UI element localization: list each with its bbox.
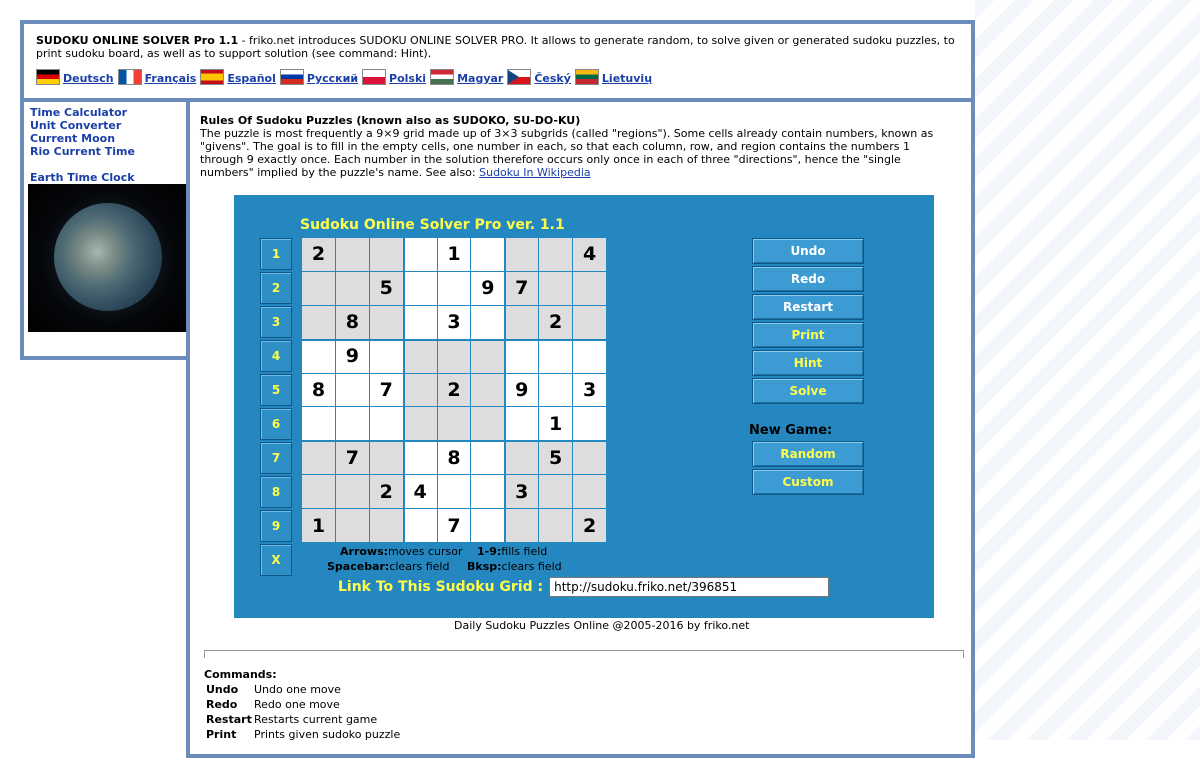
sudoku-cell[interactable] bbox=[404, 407, 437, 440]
digit-button-2[interactable]: 2 bbox=[260, 272, 292, 304]
lang-cesky[interactable] bbox=[507, 69, 571, 85]
sudoku-cell[interactable] bbox=[505, 509, 538, 542]
sudoku-cell[interactable] bbox=[404, 238, 437, 271]
sudoku-cell[interactable] bbox=[471, 441, 504, 474]
lang-label: Русский bbox=[306, 72, 359, 85]
sudoku-cell[interactable] bbox=[302, 441, 335, 474]
new-game-label: New Game: bbox=[749, 423, 833, 438]
solve-button[interactable]: Solve bbox=[752, 378, 864, 404]
earth-globe-image[interactable] bbox=[28, 184, 188, 332]
sudoku-cell[interactable] bbox=[336, 238, 369, 271]
digit-button-4[interactable]: 4 bbox=[260, 340, 292, 372]
clear-cell-button[interactable]: X bbox=[260, 544, 292, 576]
command-row bbox=[204, 697, 400, 712]
sudoku-cell[interactable] bbox=[336, 475, 369, 508]
command-desc: Prints given sudoko puzzle bbox=[254, 728, 401, 741]
sudoku-cell[interactable] bbox=[370, 340, 403, 373]
sudoku-cell[interactable] bbox=[370, 238, 403, 271]
sudoku-cell[interactable] bbox=[404, 374, 437, 407]
sudoku-cell[interactable]: 7 bbox=[505, 272, 538, 305]
lang-francais[interactable] bbox=[118, 69, 197, 85]
lang-label: Français bbox=[144, 72, 197, 85]
help-desc: clears field bbox=[389, 560, 450, 573]
sidebar-link-time-calculator[interactable]: Time Calculator bbox=[30, 106, 128, 119]
sudoku-cell[interactable] bbox=[336, 509, 369, 542]
copyright-text: Daily Sudoku Puzzles Online @2005-2016 by friko.net bbox=[454, 619, 750, 632]
sudoku-cell[interactable] bbox=[336, 407, 369, 440]
undo-button[interactable]: Undo bbox=[752, 238, 864, 264]
digit-button-6[interactable]: 6 bbox=[260, 408, 292, 440]
sudoku-cell[interactable] bbox=[370, 306, 403, 339]
digit-button-1[interactable]: 1 bbox=[260, 238, 292, 270]
lang-label: Deutsch bbox=[63, 72, 114, 85]
command-desc: Redo one move bbox=[254, 698, 340, 711]
command-row bbox=[204, 712, 400, 727]
flag-de-icon bbox=[36, 69, 60, 85]
sudoku-cell[interactable]: 4 bbox=[573, 238, 606, 271]
sudoku-cell[interactable] bbox=[302, 407, 335, 440]
intro-description: - friko.net introduces SUDOKU ONLINE SOLVER PRO. It allows to generate random, to solve given or generated sudoku puzzles, to print sudoku board, as well as to support solution (see command: Hint). bbox=[36, 34, 955, 60]
wikipedia-link[interactable]: Sudoku In Wikipedia bbox=[479, 166, 591, 179]
redo-button[interactable]: Redo bbox=[752, 266, 864, 292]
sudoku-grid bbox=[302, 238, 606, 542]
sudoku-cell[interactable] bbox=[302, 340, 335, 373]
sudoku-cell[interactable] bbox=[404, 272, 437, 305]
grid-link-row bbox=[338, 577, 829, 597]
sudoku-cell[interactable] bbox=[471, 374, 504, 407]
command-row bbox=[204, 682, 400, 697]
grid-link-label: Link To This Sudoku Grid : bbox=[338, 579, 544, 595]
sudoku-cell[interactable] bbox=[505, 306, 538, 339]
sudoku-board-panel bbox=[234, 195, 934, 618]
sudoku-cell[interactable]: 7 bbox=[438, 509, 471, 542]
sidebar-link-unit-converter[interactable]: Unit Converter bbox=[30, 119, 122, 132]
sudoku-cell[interactable] bbox=[336, 272, 369, 305]
lang-label: Magyar bbox=[457, 72, 504, 85]
sudoku-cell[interactable] bbox=[573, 340, 606, 373]
sudoku-cell[interactable]: 1 bbox=[539, 407, 572, 440]
command-key: Redo bbox=[206, 698, 238, 711]
sudoku-cell[interactable] bbox=[438, 475, 471, 508]
help-key: Spacebar: bbox=[327, 560, 390, 573]
sudoku-cell[interactable] bbox=[573, 272, 606, 305]
lang-label: Polski bbox=[389, 72, 427, 85]
sudoku-cell[interactable] bbox=[539, 272, 572, 305]
sudoku-cell[interactable] bbox=[404, 509, 437, 542]
digit-button-9[interactable]: 9 bbox=[260, 510, 292, 542]
sudoku-cell[interactable] bbox=[505, 238, 538, 271]
app-name: SUDOKU ONLINE SOLVER Pro 1.1 bbox=[36, 34, 239, 47]
sudoku-cell[interactable] bbox=[573, 475, 606, 508]
commands-title: Commands: bbox=[204, 668, 277, 681]
sudoku-cell[interactable] bbox=[336, 374, 369, 407]
help-arrows bbox=[340, 545, 463, 558]
sudoku-cell[interactable]: 9 bbox=[336, 340, 369, 373]
digit-button-8[interactable]: 8 bbox=[260, 476, 292, 508]
sudoku-cell[interactable]: 1 bbox=[302, 509, 335, 542]
help-desc: fills field bbox=[501, 545, 548, 558]
help-desc: clears field bbox=[501, 560, 562, 573]
sudoku-cell[interactable]: 2 bbox=[539, 306, 572, 339]
sudoku-cell[interactable] bbox=[539, 374, 572, 407]
sudoku-cell[interactable]: 1 bbox=[438, 238, 471, 271]
sudoku-cell[interactable] bbox=[539, 475, 572, 508]
sudoku-cell[interactable] bbox=[404, 340, 437, 373]
sudoku-cell[interactable]: 5 bbox=[370, 272, 403, 305]
sudoku-cell[interactable]: 9 bbox=[505, 374, 538, 407]
lang-russian[interactable] bbox=[280, 69, 358, 85]
sudoku-cell[interactable] bbox=[370, 509, 403, 542]
command-key: Undo bbox=[206, 683, 239, 696]
sudoku-cell[interactable] bbox=[505, 340, 538, 373]
sudoku-cell[interactable]: 8 bbox=[302, 374, 335, 407]
restart-button[interactable]: Restart bbox=[752, 294, 864, 320]
sudoku-cell[interactable]: 2 bbox=[302, 238, 335, 271]
intro-text bbox=[36, 34, 959, 60]
main-panel bbox=[186, 98, 975, 758]
flag-es-icon bbox=[200, 69, 224, 85]
header-panel bbox=[20, 20, 975, 102]
sudoku-cell[interactable] bbox=[404, 441, 437, 474]
flag-fr-icon bbox=[118, 69, 142, 85]
commands-section bbox=[204, 667, 400, 742]
sudoku-cell[interactable] bbox=[539, 340, 572, 373]
sudoku-cell[interactable] bbox=[505, 441, 538, 474]
sudoku-cell[interactable] bbox=[404, 306, 437, 339]
lang-label: Español bbox=[227, 72, 276, 85]
sudoku-cell[interactable] bbox=[539, 509, 572, 542]
background-pattern bbox=[975, 0, 1200, 740]
lang-lietuviu[interactable] bbox=[575, 69, 652, 85]
sudoku-cell[interactable]: 8 bbox=[336, 306, 369, 339]
command-desc: Undo one move bbox=[254, 683, 341, 696]
language-bar bbox=[36, 69, 959, 85]
sudoku-cell[interactable] bbox=[370, 441, 403, 474]
help-key: Arrows: bbox=[340, 545, 389, 558]
lang-label: Český bbox=[534, 72, 571, 85]
sudoku-cell[interactable] bbox=[539, 238, 572, 271]
lang-deutsch[interactable] bbox=[36, 69, 114, 85]
sudoku-cell[interactable] bbox=[471, 340, 504, 373]
sudoku-cell[interactable]: 3 bbox=[505, 475, 538, 508]
command-desc: Restarts current game bbox=[254, 713, 378, 726]
flag-ru-icon bbox=[280, 69, 304, 85]
help-key: 1-9: bbox=[477, 545, 502, 558]
help-digits bbox=[477, 545, 547, 558]
help-bksp bbox=[467, 560, 562, 573]
sudoku-cell[interactable]: 2 bbox=[370, 475, 403, 508]
flag-lt-icon bbox=[575, 69, 599, 85]
sudoku-cell[interactable] bbox=[505, 407, 538, 440]
sudoku-cell[interactable] bbox=[302, 306, 335, 339]
lang-label: Lietuvių bbox=[601, 72, 653, 85]
lang-espanol[interactable] bbox=[200, 69, 276, 85]
command-key: Restart bbox=[206, 713, 252, 726]
sudoku-cell[interactable] bbox=[573, 407, 606, 440]
rules-body: The puzzle is most frequently a 9×9 grid made up of 3×3 subgrids (called "regions"). Some cells already contain numbers, known as "givens". The goal is to fill in the empty cells, one number in each, so that each column, row, and region contains the numbers 1 through 9 exactly once. Each number in the solution therefore occurs only once in each of three "directions", hence the "single numbers" implied by the puzzle's name. See also: bbox=[200, 127, 934, 179]
print-button[interactable]: Print bbox=[752, 322, 864, 348]
flag-cz-icon bbox=[507, 69, 531, 85]
digit-button-3[interactable]: 3 bbox=[260, 306, 292, 338]
sudoku-cell[interactable]: 7 bbox=[336, 441, 369, 474]
sidebar-link-current-moon[interactable]: Current Moon bbox=[30, 132, 116, 145]
sudoku-cell[interactable] bbox=[302, 272, 335, 305]
help-spacebar bbox=[327, 560, 449, 573]
region-divider bbox=[302, 339, 606, 341]
sudoku-cell[interactable] bbox=[471, 509, 504, 542]
sudoku-cell[interactable] bbox=[471, 475, 504, 508]
commands-list bbox=[204, 682, 400, 742]
sudoku-cell[interactable] bbox=[471, 407, 504, 440]
flag-pl-icon bbox=[362, 69, 386, 85]
random-button[interactable]: Random bbox=[752, 441, 864, 467]
sidebar-panel bbox=[20, 98, 190, 360]
region-divider bbox=[403, 238, 405, 542]
rules-text bbox=[200, 127, 952, 179]
sudoku-cell[interactable] bbox=[302, 475, 335, 508]
digit-button-7[interactable]: 7 bbox=[260, 442, 292, 474]
sudoku-cell[interactable]: 3 bbox=[573, 374, 606, 407]
divider bbox=[204, 650, 964, 658]
sudoku-cell[interactable]: 7 bbox=[370, 374, 403, 407]
sudoku-cell[interactable]: 5 bbox=[539, 441, 572, 474]
sudoku-cell[interactable] bbox=[573, 306, 606, 339]
sudoku-cell[interactable]: 8 bbox=[438, 441, 471, 474]
sudoku-cell[interactable]: 2 bbox=[573, 509, 606, 542]
sudoku-cell[interactable]: 2 bbox=[438, 374, 471, 407]
sudoku-cell[interactable] bbox=[438, 407, 471, 440]
flag-hu-icon bbox=[430, 69, 454, 85]
custom-button[interactable]: Custom bbox=[752, 469, 864, 495]
sudoku-cell[interactable] bbox=[471, 238, 504, 271]
help-key: Bksp: bbox=[467, 560, 502, 573]
help-desc: moves cursor bbox=[388, 545, 463, 558]
sudoku-cell[interactable]: 4 bbox=[404, 475, 437, 508]
sudoku-cell[interactable] bbox=[370, 407, 403, 440]
grid-link-input[interactable] bbox=[549, 577, 829, 597]
region-divider bbox=[504, 238, 506, 542]
sudoku-cell[interactable]: 3 bbox=[438, 306, 471, 339]
rules-title: Rules Of Sudoku Puzzles (known also as SUDOKO, SU-DO-KU) bbox=[200, 114, 581, 127]
sidebar-link-rio-current-time[interactable]: Rio Current Time bbox=[30, 145, 135, 158]
hint-button[interactable]: Hint bbox=[752, 350, 864, 376]
command-key: Print bbox=[206, 728, 237, 741]
region-divider bbox=[302, 440, 606, 442]
lang-polski[interactable] bbox=[362, 69, 426, 85]
digit-button-5[interactable]: 5 bbox=[260, 374, 292, 406]
sudoku-cell[interactable] bbox=[573, 441, 606, 474]
game-title: Sudoku Online Solver Pro ver. 1.1 bbox=[300, 217, 565, 233]
sudoku-cell[interactable] bbox=[438, 340, 471, 373]
sudoku-cell[interactable] bbox=[471, 306, 504, 339]
sudoku-cell[interactable]: 9 bbox=[471, 272, 504, 305]
sidebar-link-earth-time-clock[interactable]: Earth Time Clock bbox=[30, 171, 135, 184]
sudoku-cell[interactable] bbox=[438, 272, 471, 305]
lang-magyar[interactable] bbox=[430, 69, 503, 85]
